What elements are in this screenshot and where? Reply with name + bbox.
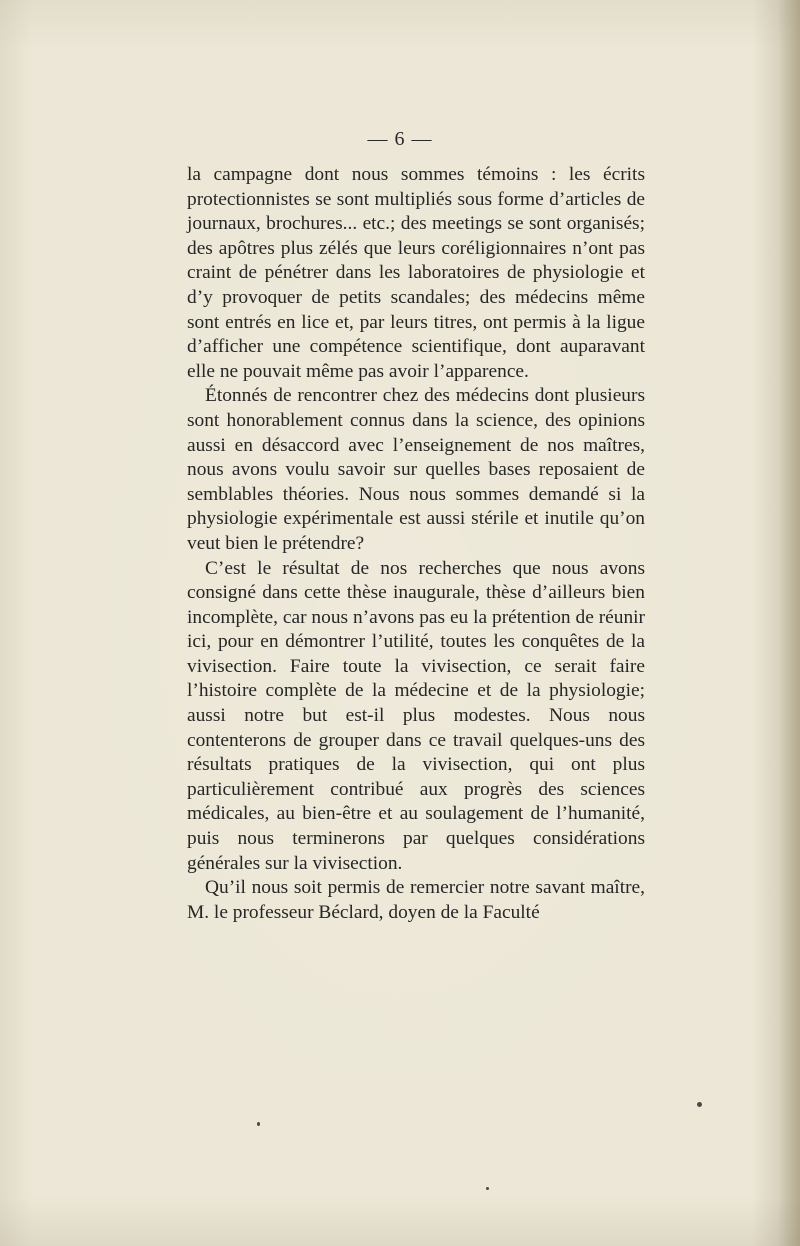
ink-speck [257,1122,260,1126]
ink-speck [486,1187,489,1190]
page-spine-shadow [778,0,800,1246]
paragraph-4: Qu’il nous soit permis de remercier notre savant maître, M. le professeur Béclard, doyen de la Faculté [187,877,645,923]
body-text [187,163,645,925]
ink-speck [697,1102,702,1107]
paragraph-3: C’est le résultat de nos recherches que nous avons consigné dans cette thèse inaugurale, thèse d’ailleurs bien incomplète, car nous n’avons pas eu la prétention de réunir ici, pour en démontrer l’utilité, toutes les conquêtes de la vivisection. Faire toute la vivisection, ce serait faire l’histoire complète de la médecine et de la physiologie; aussi notre but est-il plus modestes. Nous nous contenterons de grouper dans ce travail quelques-uns des résultats pratiques de la vivisection, qui ont plus particulièrement contribué aux progrès des sciences médicales, au bien-être et au soulagement de l’humanité, puis nous terminerons par quelques considérations générales sur la vivisection. [187,557,645,874]
page-number: — 6 — [367,128,433,150]
paragraph-2: Étonnés de rencontrer chez des médecins dont plusieurs sont honorablement connus dans la science, des opinions aussi en désaccord avec l’enseignement de nos maîtres, nous avons voulu savoir sur quelles bases reposaient de semblables théories. Nous nous sommes demandé si la physiologie expérimentale est aussi stérile et inutile qu’on veut bien le prétendre? [187,385,645,554]
paragraph-1: la campagne dont nous sommes témoins : les écrits protectionnistes se sont multipliés sous forme d’articles de journaux, brochures... etc.; des meetings se sont organisés; des apôtres plus zélés que leurs coréligionnaires n’ont pas craint de pénétrer dans les laboratoires de physiologie et d’y provoquer de petits scandales; des médecins même sont entrés en lice et, par leurs titres, ont permis à la ligue d’afficher une compétence scientifique, dont auparavant elle ne pouvait même pas avoir l’apparence. [187,164,645,382]
